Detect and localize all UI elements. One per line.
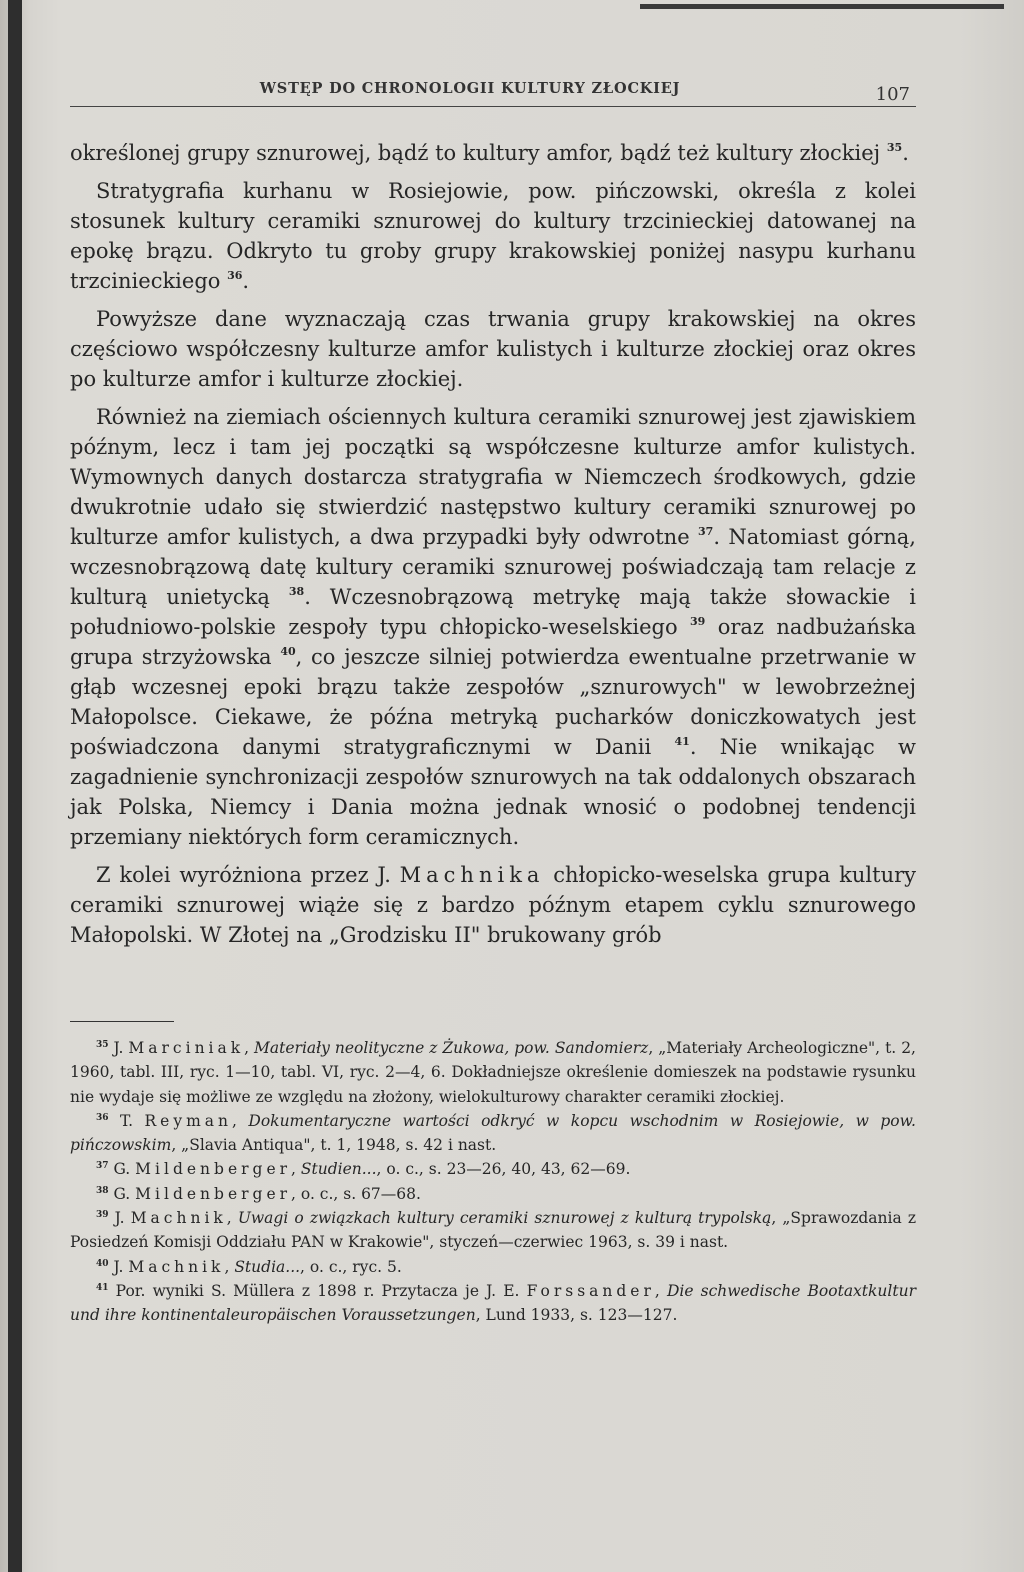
footnote-40 — [70, 1255, 916, 1279]
page-number: 107 — [875, 84, 910, 105]
fn-text: J. — [113, 1257, 129, 1276]
paragraph-4 — [70, 402, 916, 852]
footnote-number: 39 — [96, 1210, 109, 1221]
fn-text: J. — [113, 1039, 129, 1057]
footnote-38 — [70, 1182, 916, 1206]
text-run: . Nie wnikając w zagadnienie synchronizacji zespołów sznurowych na tak oddalonych obszarach jak Polska, Niemcy i Dania można jednak wnosić o podobnej tendencji przemiany niektórych form ceramicznych. — [70, 735, 917, 849]
author-name: Machnika — [399, 863, 545, 887]
text-run: . — [902, 141, 909, 165]
fn-text: , o. c., ryc. 5. — [300, 1257, 402, 1276]
fn-text: G. — [113, 1160, 136, 1179]
fn-text: , Lund 1933, s. 123—127. — [475, 1306, 678, 1325]
fn-title: Die schwedische Bootaxtkultur und ihre kontinentaleuropäischen Voraussetzungen — [70, 1281, 916, 1325]
footnote-number: 38 — [96, 1185, 109, 1196]
footnote-41 — [70, 1279, 916, 1328]
footnote-ref[interactable]: 41 — [674, 735, 690, 748]
running-title: WSTĘP DO CHRONOLOGII KULTURY ZŁOCKIEJ — [259, 80, 681, 97]
text-run: Z kolei wyróżniona przez J. — [96, 863, 400, 887]
footnote-ref[interactable]: 39 — [690, 615, 706, 628]
footnote-36 — [70, 1109, 916, 1158]
fn-text: J. — [114, 1209, 131, 1228]
running-header — [70, 78, 916, 107]
text-run: . Wczesnobrązową metrykę mają także słowackie i południowo-polskie zespoły typu chłopicko-weselskiego — [70, 585, 916, 639]
fn-text: , — [232, 1111, 249, 1130]
fn-text: G. — [113, 1184, 136, 1203]
fn-author: Machnik — [130, 1209, 227, 1228]
fn-title: Materiały neolityczne z Żukowa, pow. Sandomierz — [254, 1039, 649, 1057]
fn-author: Marciniak — [128, 1039, 245, 1057]
footnote-ref[interactable]: 37 — [698, 525, 714, 538]
footnote-number: 40 — [96, 1258, 109, 1269]
fn-text: , — [244, 1039, 255, 1057]
text-run: Stratygrafia kurhanu w Rosiejowie, pow. pińczowski, określa z kolei stosunek kultury ceramiki sznurowej do kultury trzcinieckiej datowanej na epokę brązu. Odkryto tu groby grupy krakowskiej poniżej nasypu kurhanu trzcinieckiego — [70, 179, 916, 293]
text-run: , co jeszcze silniej potwierdza ewentualne przetrwanie w głąb wczesnej epoki brązu także zespołów „sznurowych" w lewobrzeżnej Małopolsce. Ciekawe, że późna metryką pucharków doniczkowatych jest poświadczona danymi stratygraficznymi w Danii — [70, 645, 916, 759]
footnote-ref[interactable]: 36 — [227, 269, 243, 282]
footnote-ref[interactable]: 35 — [886, 141, 903, 154]
paragraph-3 — [70, 304, 916, 394]
fn-text: o. c., s. 67—68. — [300, 1184, 421, 1203]
text-run: chłopicko-weselska grupa kultury ceramiki sznurowej wiąże się z bardzo późnym etapem cyklu sznurowego Małopolski. W Złotej na „Grodzisku II" brukowany grób — [70, 863, 916, 947]
fn-author: Reyman — [144, 1111, 233, 1130]
paragraph-2 — [70, 176, 916, 296]
fn-author: Mildenberger — [135, 1160, 292, 1179]
footnote-35 — [70, 1036, 916, 1109]
text-run: określonej grupy sznurowej, bądź to kultury amfor, bądź też kultury złockiej — [70, 141, 881, 165]
footnote-ref[interactable]: 38 — [288, 585, 305, 598]
text-run: oraz nadbużańska grupa strzyżowska — [70, 615, 916, 669]
fn-author: Forssander — [526, 1281, 655, 1300]
fn-text: Por. wyniki S. Müllera z 1898 r. Przytacza je J. E. — [115, 1281, 527, 1300]
body-text — [70, 138, 916, 950]
fn-text: , — [226, 1209, 238, 1228]
scan-edge-top — [640, 4, 1004, 9]
fn-text: , „Sprawozdania z Posiedzeń Komisji Oddziału PAN w Krakowie", styczeń—czerwiec 1963, s. 39 i nast. — [70, 1209, 917, 1252]
footnote-number: 36 — [96, 1112, 109, 1123]
fn-title: Uwagi o związkach kultury ceramiki sznurowej z kulturą trypolską — [237, 1209, 772, 1228]
footnotes — [70, 1036, 916, 1328]
footnote-number: 35 — [96, 1040, 109, 1050]
footnote-ref[interactable]: 40 — [280, 645, 296, 658]
fn-text: , „Slavia Antiqua", t. 1, 1948, s. 42 i nast. — [171, 1136, 497, 1155]
fn-title: Studien... — [300, 1160, 377, 1179]
text-run: . Natomiast górną, wczesnobrązową datę kultury ceramiki sznurowej poświadczają tam relacje z kulturą unietycką — [70, 525, 916, 609]
fn-title: Dokumentaryczne wartości odkryć w kopcu wschodnim w Rosiejowie, w pow. pińczowskim — [70, 1111, 916, 1155]
footnote-37 — [70, 1157, 916, 1181]
fn-text: , — [654, 1281, 667, 1300]
paragraph-5 — [70, 860, 916, 950]
fn-author: Mildenberger — [135, 1184, 292, 1203]
text-run: Również na ziemiach ościennych kultura ceramiki sznurowej jest zjawiskiem późnym, lecz i tam jej początki są współczesne kulturze amfor kulistych. Wymownych danych dostarcza stratygrafia w Niemczech środkowych, gdzie dwukrotnie udało się stwierdzić następstwo kultury ceramiki sznurowej po kulturze amfor kulistych, a dwa przypadki były odwrotne — [70, 405, 916, 549]
text-run: Powyższe dane wyznaczają czas trwania grupy krakowskiej na okres częściowo współczesny kulturze amfor kulistych i kulturze złockiej oraz okres po kulturze amfor i kulturze złockiej. — [70, 307, 916, 391]
fn-text: , „Materiały Archeologiczne", t. 2, 1960, tabl. III, ryc. 1—10, tabl. VI, ryc. 2—4, 6. Dokładniejsze określenie domieszek na podstawie rysunku nie wydaje się możliwe ze względu na złożony, wielokulturowy charakter ceramiki złockiej. — [70, 1039, 916, 1106]
footnote-number: 37 — [96, 1161, 109, 1172]
footnote-39 — [70, 1206, 916, 1255]
footnote-separator — [70, 1021, 174, 1022]
footnote-number: 41 — [96, 1282, 109, 1293]
fn-author: Machnik — [128, 1257, 225, 1276]
binding-shadow — [8, 0, 22, 1572]
fn-text: , — [291, 1160, 301, 1179]
paragraph-1 — [70, 138, 916, 168]
fn-text: , o. c., s. 23—26, 40, 43, 62—69. — [376, 1160, 631, 1179]
text-run: . — [242, 269, 250, 293]
fn-title: Studia... — [234, 1257, 301, 1276]
fn-text: T. — [120, 1111, 145, 1130]
fn-text: , — [224, 1257, 235, 1276]
fn-text: , — [291, 1184, 301, 1203]
